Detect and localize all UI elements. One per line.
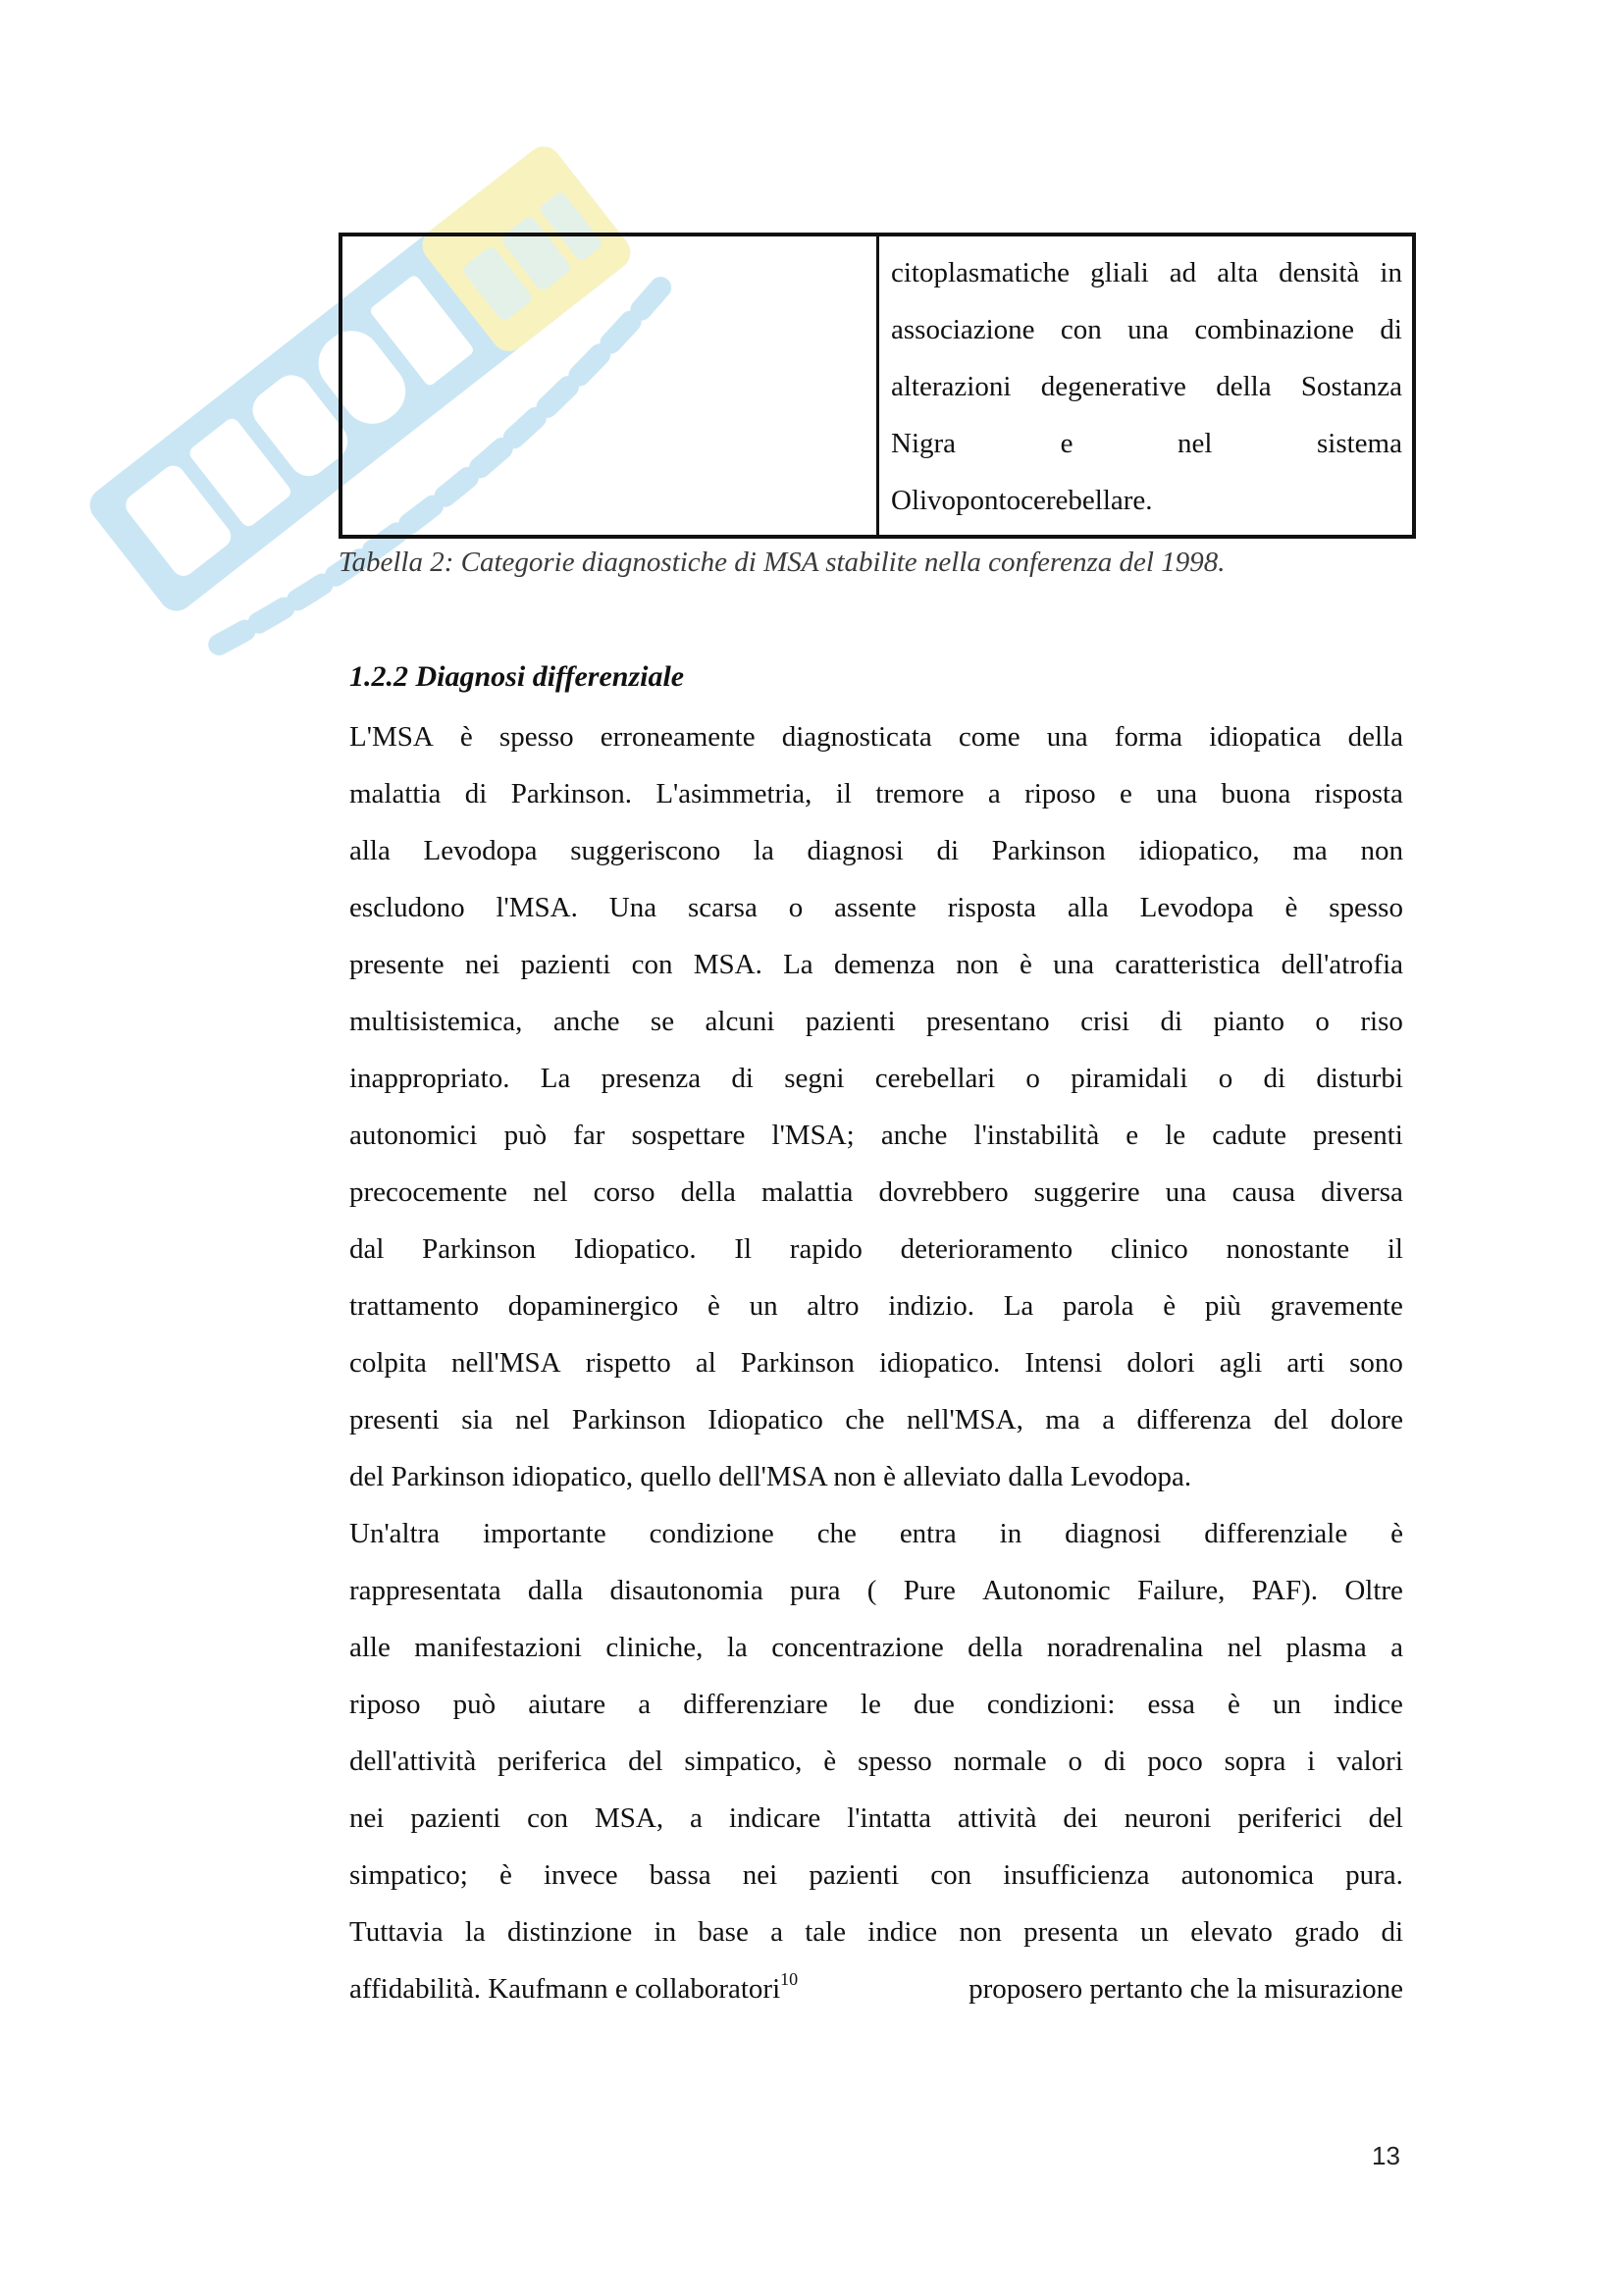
word: e [1119, 778, 1132, 809]
word: rappresentata [349, 1575, 501, 1606]
word: dolore [1330, 1404, 1403, 1435]
word: diagnosi [1065, 1518, 1162, 1549]
body-line [349, 1790, 1403, 1847]
word: nei [742, 1859, 778, 1891]
word: o [1068, 1746, 1083, 1777]
word: inappropriato. [349, 1063, 510, 1094]
word: presente [349, 949, 445, 980]
word: scarsa [687, 892, 758, 923]
word: spesso [498, 721, 574, 753]
word: MSA. [693, 949, 762, 980]
word: nel [514, 1404, 550, 1435]
word: alta [1217, 257, 1259, 288]
word: della [968, 1632, 1023, 1663]
word: dolori [1126, 1347, 1195, 1379]
word: a [638, 1689, 652, 1720]
body-line [349, 1733, 1403, 1790]
word: disturbi [1316, 1063, 1403, 1094]
word: condizioni: [986, 1689, 1116, 1720]
body-line [349, 1278, 1403, 1334]
word: suggerire [1033, 1176, 1140, 1208]
word: buona [1221, 778, 1291, 809]
word: far [573, 1120, 605, 1151]
body-line [349, 1107, 1403, 1164]
word: suggeriscono [570, 835, 721, 866]
word: La [1003, 1290, 1034, 1322]
word: indice [867, 1916, 938, 1948]
word: differenziare [683, 1689, 828, 1720]
footnote-anchor [349, 1960, 798, 2017]
word: sia [461, 1404, 494, 1435]
word: di [1160, 1006, 1183, 1037]
word: sopra [1224, 1746, 1286, 1777]
word: caratteristica [1115, 949, 1261, 980]
word: di [1263, 1063, 1286, 1094]
word: l'instabilità [973, 1120, 1100, 1151]
word: Parkinson [991, 835, 1106, 866]
word: nel [1178, 428, 1213, 459]
word: non [1360, 835, 1403, 866]
body-line [349, 708, 1403, 765]
word: dell'attività [349, 1746, 477, 1777]
word: una [1127, 314, 1170, 345]
word: grado [1294, 1916, 1360, 1948]
word: una [1165, 1176, 1207, 1208]
table-cell-line: Olivopontocerebellare. [891, 485, 1153, 516]
word: due [913, 1689, 955, 1720]
word: idiopatico, [1138, 835, 1260, 866]
word: indizio. [888, 1290, 974, 1322]
section-heading: 1.2.2 Diagnosi differenziale [349, 660, 685, 693]
word: è [1284, 892, 1298, 923]
word: è [1163, 1290, 1177, 1322]
word: del [1368, 1802, 1403, 1834]
word: presenti [349, 1404, 440, 1435]
word: malattia [349, 778, 442, 809]
word: PAF). [1251, 1575, 1319, 1606]
word: Oltre [1344, 1575, 1403, 1606]
word: nel [533, 1176, 568, 1208]
word: Autonomic [982, 1575, 1111, 1606]
body-line [349, 1505, 1403, 1562]
word: pazienti [410, 1802, 501, 1834]
word: spesso [1329, 892, 1403, 923]
word: corso [593, 1176, 655, 1208]
word: in [1380, 257, 1402, 288]
word: presenza [601, 1063, 702, 1094]
word: anche [552, 1006, 620, 1037]
word: crisi [1080, 1006, 1130, 1037]
word: periferica [497, 1746, 607, 1777]
word: Parkinson [740, 1347, 855, 1379]
word: nell'MSA, [907, 1404, 1023, 1435]
word: se [650, 1006, 675, 1037]
word: nei [464, 949, 500, 980]
word: pura. [1345, 1859, 1403, 1891]
word: una [1156, 778, 1198, 809]
body-line-with-footnote [349, 1960, 1403, 2017]
word: è [1390, 1518, 1403, 1549]
word: l'intatta [847, 1802, 931, 1834]
word: distinzione [507, 1916, 633, 1948]
word: a [1390, 1632, 1403, 1663]
word: nonostante [1226, 1233, 1350, 1265]
word: non [956, 949, 999, 980]
word: ad [1169, 257, 1197, 288]
word: non [959, 1916, 1002, 1948]
word: differenza [1136, 1404, 1252, 1435]
word: spesso [858, 1746, 932, 1777]
word: la [464, 1916, 486, 1948]
word: associazione [891, 314, 1035, 345]
word: a [987, 778, 1001, 809]
word: manifestazioni [414, 1632, 582, 1663]
word: Levodopa [1139, 892, 1254, 923]
body-line [349, 765, 1403, 822]
word: di [464, 778, 488, 809]
word: pura [790, 1575, 841, 1606]
word: in [999, 1518, 1022, 1549]
word: alla [1067, 892, 1109, 923]
word: nei [349, 1802, 385, 1834]
word: bassa [649, 1859, 711, 1891]
word: sono [1349, 1347, 1403, 1379]
word: è [459, 721, 473, 753]
body-line: del Parkinson idiopatico, quello dell'MSA non è alleviato dalla Levodopa. [349, 1461, 1192, 1492]
word: che [816, 1518, 857, 1549]
word: sistema [1316, 428, 1402, 459]
word: base [698, 1916, 749, 1948]
word: che [845, 1404, 885, 1435]
page-number: 13 [1372, 2141, 1400, 2170]
body-line [349, 1050, 1403, 1107]
word: sospettare [631, 1120, 746, 1151]
word: a [1102, 1404, 1116, 1435]
word: può [452, 1689, 497, 1720]
word: Pure [903, 1575, 956, 1606]
body-line [349, 1562, 1403, 1619]
word: presenta [1023, 1916, 1119, 1948]
word: al [695, 1347, 716, 1379]
table-cell-definition [879, 236, 1412, 535]
word: può [503, 1120, 548, 1151]
word: è [707, 1290, 720, 1322]
table-cell-line [891, 301, 1402, 358]
word: combinazione [1194, 314, 1355, 345]
word: è [823, 1746, 837, 1777]
word: di [936, 835, 960, 866]
word: l'MSA; [771, 1120, 855, 1151]
word: la [726, 1632, 748, 1663]
word: è [1019, 949, 1032, 980]
word: poco [1147, 1746, 1203, 1777]
word: densità [1279, 257, 1360, 288]
word: Un'altra [349, 1518, 441, 1549]
word: cliniche, [605, 1632, 704, 1663]
word: alcuni [705, 1006, 775, 1037]
body-line [349, 1904, 1403, 1960]
word: demenza [833, 949, 935, 980]
word: pazienti [805, 1006, 896, 1037]
word: di [731, 1063, 754, 1094]
word: malattia [761, 1176, 854, 1208]
word: simpatico; [349, 1859, 468, 1891]
word: clinico [1110, 1233, 1188, 1265]
word: valori [1336, 1746, 1403, 1777]
word: escludono [349, 892, 465, 923]
word: parola [1063, 1290, 1134, 1322]
word: idiopatico. [878, 1347, 1001, 1379]
body-paragraphs [349, 708, 1403, 2017]
word: segni [784, 1063, 845, 1094]
word: MSA, [594, 1802, 664, 1834]
word: indicare [728, 1802, 821, 1834]
word: riposo [1024, 778, 1096, 809]
word: la [753, 835, 774, 866]
word: autonomici [349, 1120, 478, 1151]
word: o [1218, 1063, 1233, 1094]
word: forma [1114, 721, 1183, 753]
word: pianto [1213, 1006, 1284, 1037]
word: pazienti [809, 1859, 900, 1891]
word: rispetto [585, 1347, 671, 1379]
word: in [654, 1916, 677, 1948]
word: del [628, 1746, 663, 1777]
word: L'asimmetria, [655, 778, 812, 809]
word: un [749, 1290, 778, 1322]
word: diagnosticata [781, 721, 932, 753]
word: Intensi [1024, 1347, 1103, 1379]
word: con [631, 949, 673, 980]
word: citoplasmatiche [891, 257, 1070, 288]
word: del [1273, 1404, 1309, 1435]
word: invece [543, 1859, 618, 1891]
body-line [349, 1334, 1403, 1391]
word: noradrenalina [1046, 1632, 1204, 1663]
word: le [1165, 1120, 1186, 1151]
word: tale [805, 1916, 847, 1948]
word: è [498, 1859, 512, 1891]
table-cell-empty [342, 236, 879, 535]
word: con [527, 1802, 569, 1834]
word: e [1060, 428, 1073, 459]
footnote-marker: 10 [780, 1969, 799, 1990]
word: Nigra [891, 428, 957, 459]
word: più [1204, 1290, 1241, 1322]
word: dal [349, 1233, 385, 1265]
word: normale [953, 1746, 1047, 1777]
word: elevato [1190, 1916, 1273, 1948]
word: a [770, 1916, 783, 1948]
word: presentano [926, 1006, 1050, 1037]
word: nell'MSA [451, 1347, 561, 1379]
word: di [1103, 1746, 1126, 1777]
word: neuroni [1124, 1802, 1212, 1834]
word: La [783, 949, 813, 980]
word: Parkinson [422, 1233, 537, 1265]
word: ma [1292, 835, 1328, 866]
word: Parkinson [571, 1404, 686, 1435]
body-line [349, 822, 1403, 879]
word: o [1025, 1063, 1040, 1094]
word: della [1347, 721, 1403, 753]
word: concentrazione [771, 1632, 944, 1663]
word: cadute [1212, 1120, 1286, 1151]
word: L'MSA [349, 721, 434, 753]
word: assente [834, 892, 916, 923]
word: multisistemica, [349, 1006, 523, 1037]
word: Sostanza [1300, 371, 1402, 402]
word: riposo [349, 1689, 421, 1720]
word: Una [608, 892, 657, 923]
word: alterazioni [891, 371, 1012, 402]
word: riso [1360, 1006, 1403, 1037]
word: Tuttavia [349, 1916, 444, 1948]
word: di [1381, 1916, 1403, 1948]
word: Idiopatico. [573, 1233, 697, 1265]
word: altro [807, 1290, 860, 1322]
body-line [349, 1221, 1403, 1278]
word: idiopatica [1209, 721, 1322, 753]
word: Failure, [1136, 1575, 1226, 1606]
word: deterioramento [900, 1233, 1073, 1265]
word: precocemente [349, 1176, 508, 1208]
word: erroneamente [600, 721, 756, 753]
word: indice [1334, 1689, 1403, 1720]
word: colpita [349, 1347, 427, 1379]
word: o [788, 892, 804, 923]
word: gravemente [1270, 1290, 1403, 1322]
word: alle [349, 1632, 391, 1663]
word: cerebellari [874, 1063, 996, 1094]
body-line [349, 879, 1403, 936]
table-cell-line [891, 358, 1402, 415]
word: Il [734, 1233, 753, 1265]
word: della [1216, 371, 1272, 402]
word: La [540, 1063, 571, 1094]
word: come [958, 721, 1021, 753]
word: importante [483, 1518, 606, 1549]
word: di [1380, 314, 1402, 345]
word: alla [349, 835, 391, 866]
body-line [349, 1164, 1403, 1221]
word: il [835, 778, 852, 809]
word: Idiopatico [707, 1404, 823, 1435]
table-cell-line [891, 415, 1402, 472]
word: dalla [527, 1575, 584, 1606]
body-line [349, 1676, 1403, 1733]
word: dopaminergico [507, 1290, 679, 1322]
word: dei [1063, 1802, 1098, 1834]
word: con [930, 1859, 972, 1891]
word: a [690, 1802, 703, 1834]
body-line [349, 936, 1403, 993]
word: differenziale [1204, 1518, 1348, 1549]
word: entra [899, 1518, 957, 1549]
word: risposta [1314, 778, 1403, 809]
word: un [1272, 1689, 1301, 1720]
word: simpatico, [684, 1746, 803, 1777]
word: ( [866, 1575, 877, 1606]
body-line [349, 1847, 1403, 1904]
body-line-text: affidabilità. Kaufmann e collaboratori [349, 1973, 781, 2005]
word: dovrebbero [878, 1176, 1009, 1208]
word: piramidali [1071, 1063, 1188, 1094]
word: tremore [875, 778, 965, 809]
word: agli [1219, 1347, 1263, 1379]
word: causa [1231, 1176, 1296, 1208]
word: e [1126, 1120, 1139, 1151]
word: o [1315, 1006, 1330, 1037]
word: attività [957, 1802, 1037, 1834]
word: insufficienza [1003, 1859, 1150, 1891]
body-line [349, 1391, 1403, 1448]
word: risposta [947, 892, 1036, 923]
word: con [1060, 314, 1102, 345]
word: disautonomia [609, 1575, 763, 1606]
word: diversa [1321, 1176, 1403, 1208]
word: autonomica [1180, 1859, 1314, 1891]
word: condizione [649, 1518, 774, 1549]
word: Parkinson. [510, 778, 632, 809]
word: arti [1286, 1347, 1326, 1379]
word: una [1046, 721, 1088, 753]
word: nel [1227, 1632, 1263, 1663]
word: le [860, 1689, 881, 1720]
body-line [349, 1619, 1403, 1676]
word: dell'atrofia [1281, 949, 1403, 980]
word: il [1387, 1233, 1403, 1265]
word: essa [1147, 1689, 1195, 1720]
word: l'MSA. [496, 892, 578, 923]
body-line-text: proposero pertanto che la misurazione [969, 1973, 1403, 2005]
word: rapido [789, 1233, 863, 1265]
word: ma [1045, 1404, 1080, 1435]
diagnostic-table [339, 233, 1416, 539]
word: plasma [1285, 1632, 1367, 1663]
word: gliali [1090, 257, 1149, 288]
word: anche [880, 1120, 948, 1151]
word: pazienti [520, 949, 611, 980]
word: della [680, 1176, 736, 1208]
word: diagnosi [807, 835, 904, 866]
table-caption: Tabella 2: Categorie diagnostiche di MSA stabilite nella conferenza del 1998. [339, 547, 1226, 578]
word: Levodopa [423, 835, 538, 866]
word: presenti [1313, 1120, 1403, 1151]
word: una [1053, 949, 1094, 980]
word: i [1307, 1746, 1316, 1777]
word: aiutare [528, 1689, 606, 1720]
word: un [1139, 1916, 1169, 1948]
body-line [349, 993, 1403, 1050]
word: trattamento [349, 1290, 480, 1322]
word: periferici [1237, 1802, 1342, 1834]
table-cell-line [891, 244, 1402, 301]
word: è [1227, 1689, 1240, 1720]
word: degenerative [1040, 371, 1186, 402]
